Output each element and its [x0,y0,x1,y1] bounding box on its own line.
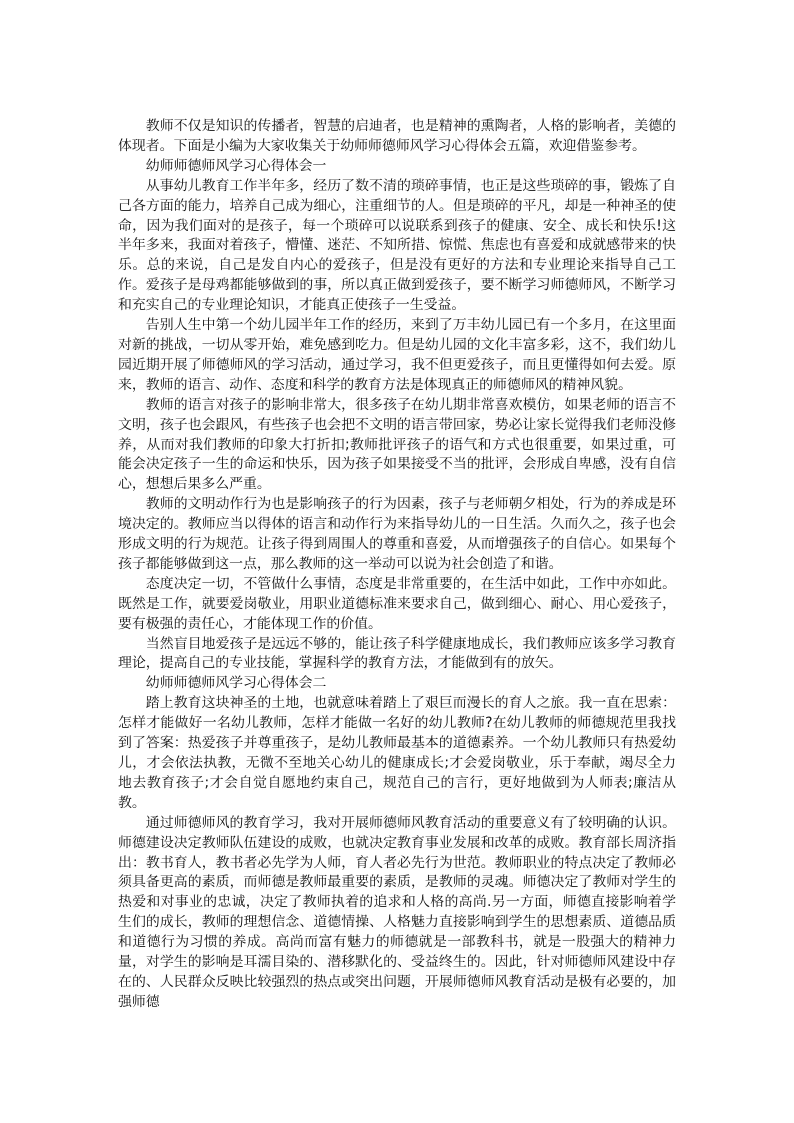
section-2-title: 幼师师德师风学习心得体会二 [145,675,327,692]
section-1-paragraph-6: 当然盲目地爱孩子是远远不够的，能让孩子科学健康地成长，我们教师应该多学习教育理论，提高自己的专业技能，掌握科学的教育方法，才能做到有的放矢。 [118,635,676,672]
intro-paragraph: 教师不仅是知识的传播者，智慧的启迪者，也是精神的熏陶者，人格的影响者，美德的体现者。下面是小编为大家收集关于幼师师德师风学习心得体会五篇，欢迎借鉴参考。 [118,118,676,154]
section-1-paragraph-5: 态度决定一切，不管做什么事情，态度是非常重要的，在生活中如此，工作中亦如此。既然是工作，就要爱岗敬业，用职业道德标准来要求自己，做到细心、耐心、用心爱孩子，要有极强的责任心，才能体现工作的价值。 [118,575,676,632]
section-1-title: 幼师师德师风学习心得体会一 [145,157,327,174]
section-1-paragraph-4: 教师的文明动作行为也是影响孩子的行为因素，孩子与老师朝夕相处，行为的养成是环境决定的。教师应当以得体的语言和动作行为来指导幼儿的一日生活。久而久之，孩子也会形成文明的行为规范。让孩子得到周围人的尊重和喜爱，从而增强孩子的自信心。如果每个孩子都能够做到这一点，那么教师的这一举动可以说为社会创造了和谐。 [118,496,676,572]
section-1-paragraph-2: 告别人生中第一个幼儿园半年工作的经历，来到了万丰幼儿园已有一个多月，在这里面对新的挑战，一切从零开始，难免感到吃力。但是幼儿园的文化丰富多彩，这不，我们幼儿园近期开展了师德师风的学习活动，通过学习，我不但更爱孩子，而且更懂得如何去爱。原来，教师的语言、动作、态度和科学的教育方法是体现真正的师德师风的精神风貌。 [118,317,676,393]
section-2-paragraph-1: 踏上教育这块神圣的土地，也就意味着踏上了艰巨而漫长的育人之旅。我一直在思索：怎样才能做好一名幼儿教师，怎样才能做一名好的幼儿教师?在幼儿教师的师德规范里我找到了答案：热爱孩子并尊重孩子，是幼儿教师最基本的道德素养。一个幼儿教师只有热爱幼儿，才会依法执教，无微不至地关心幼儿的健康成长;才会爱岗敬业，乐于奉献，竭尽全力地去教育孩子;才会自觉自愿地约束自己，规范自己的言行，更好地做到为人师表;廉洁从教。 [118,695,676,811]
document-page [118,117,676,1013]
section-1-paragraph-3: 教师的语言对孩子的影响非常大，很多孩子在幼儿期非常喜欢模仿，如果老师的语言不文明，孩子也会跟风，有些孩子也会把不文明的语言带回家，势必让家长觉得我们老师没修养，从而对我们教师的印象大打折扣;教师批评孩子的语气和方式也很重要，如果过重，可能会决定孩子一生的命运和快乐，因为孩子如果接受不当的批评，会形成自卑感，没有自信心，想想后果多么严重。 [118,396,676,493]
section-1-paragraph-1: 从事幼儿教育工作半年多，经历了数不清的琐碎事情，也正是这些琐碎的事，锻炼了自己各方面的能力，培养自己成为细心，注重细节的人。但是琐碎的平凡，却是一种神圣的使命，因为我们面对的是孩子，每一个琐碎可以说联系到孩子的健康、安全、成长和快乐!这半年多来，我面对着孩子，懵懂、迷茫、不知所措、惊慌、焦虑也有喜爱和成就感带来的快乐。总的来说，自己是发自内心的爱孩子，但是没有更好的方法和专业理论来指导自己工作。爱孩子是母鸡都能够做到的事，所以真正做到爱孩子，要不断学习师德师风，不断学习和充实自己的专业理论知识，才能真正使孩子一生受益。 [118,177,676,314]
section-2-paragraph-2: 通过师德师风的教育学习，我对开展师德师风教育活动的重要意义有了较明确的认识。师德建设决定教师队伍建设的成败，也就决定教育事业发展和改革的成败。教育部长周济指出：教书育人，教书者必先学为人师，育人者必先行为世范。教师职业的特点决定了教师必须具备更高的素质，而师德是教师最重要的素质，是教师的灵魂。师德决定了教师对学生的热爱和对事业的忠诚，决定了教师执着的追求和人格的高尚.另一方面，师德直接影响着学生们的成长，教师的理想信念、道德情操、人格魅力直接影响到学生的思想素质、道德品质和道德行为习惯的养成。高尚而富有魅力的师德就是一部教科书，就是一股强大的精神力量，对学生的影响是耳濡目染的、潜移默化的、受益终生的。因此，针对师德师风建设中存在的、人民群众反映比较强烈的热点或突出问题，开展师德师风教育活动是极有必要的，加强师德 [118,814,676,1010]
